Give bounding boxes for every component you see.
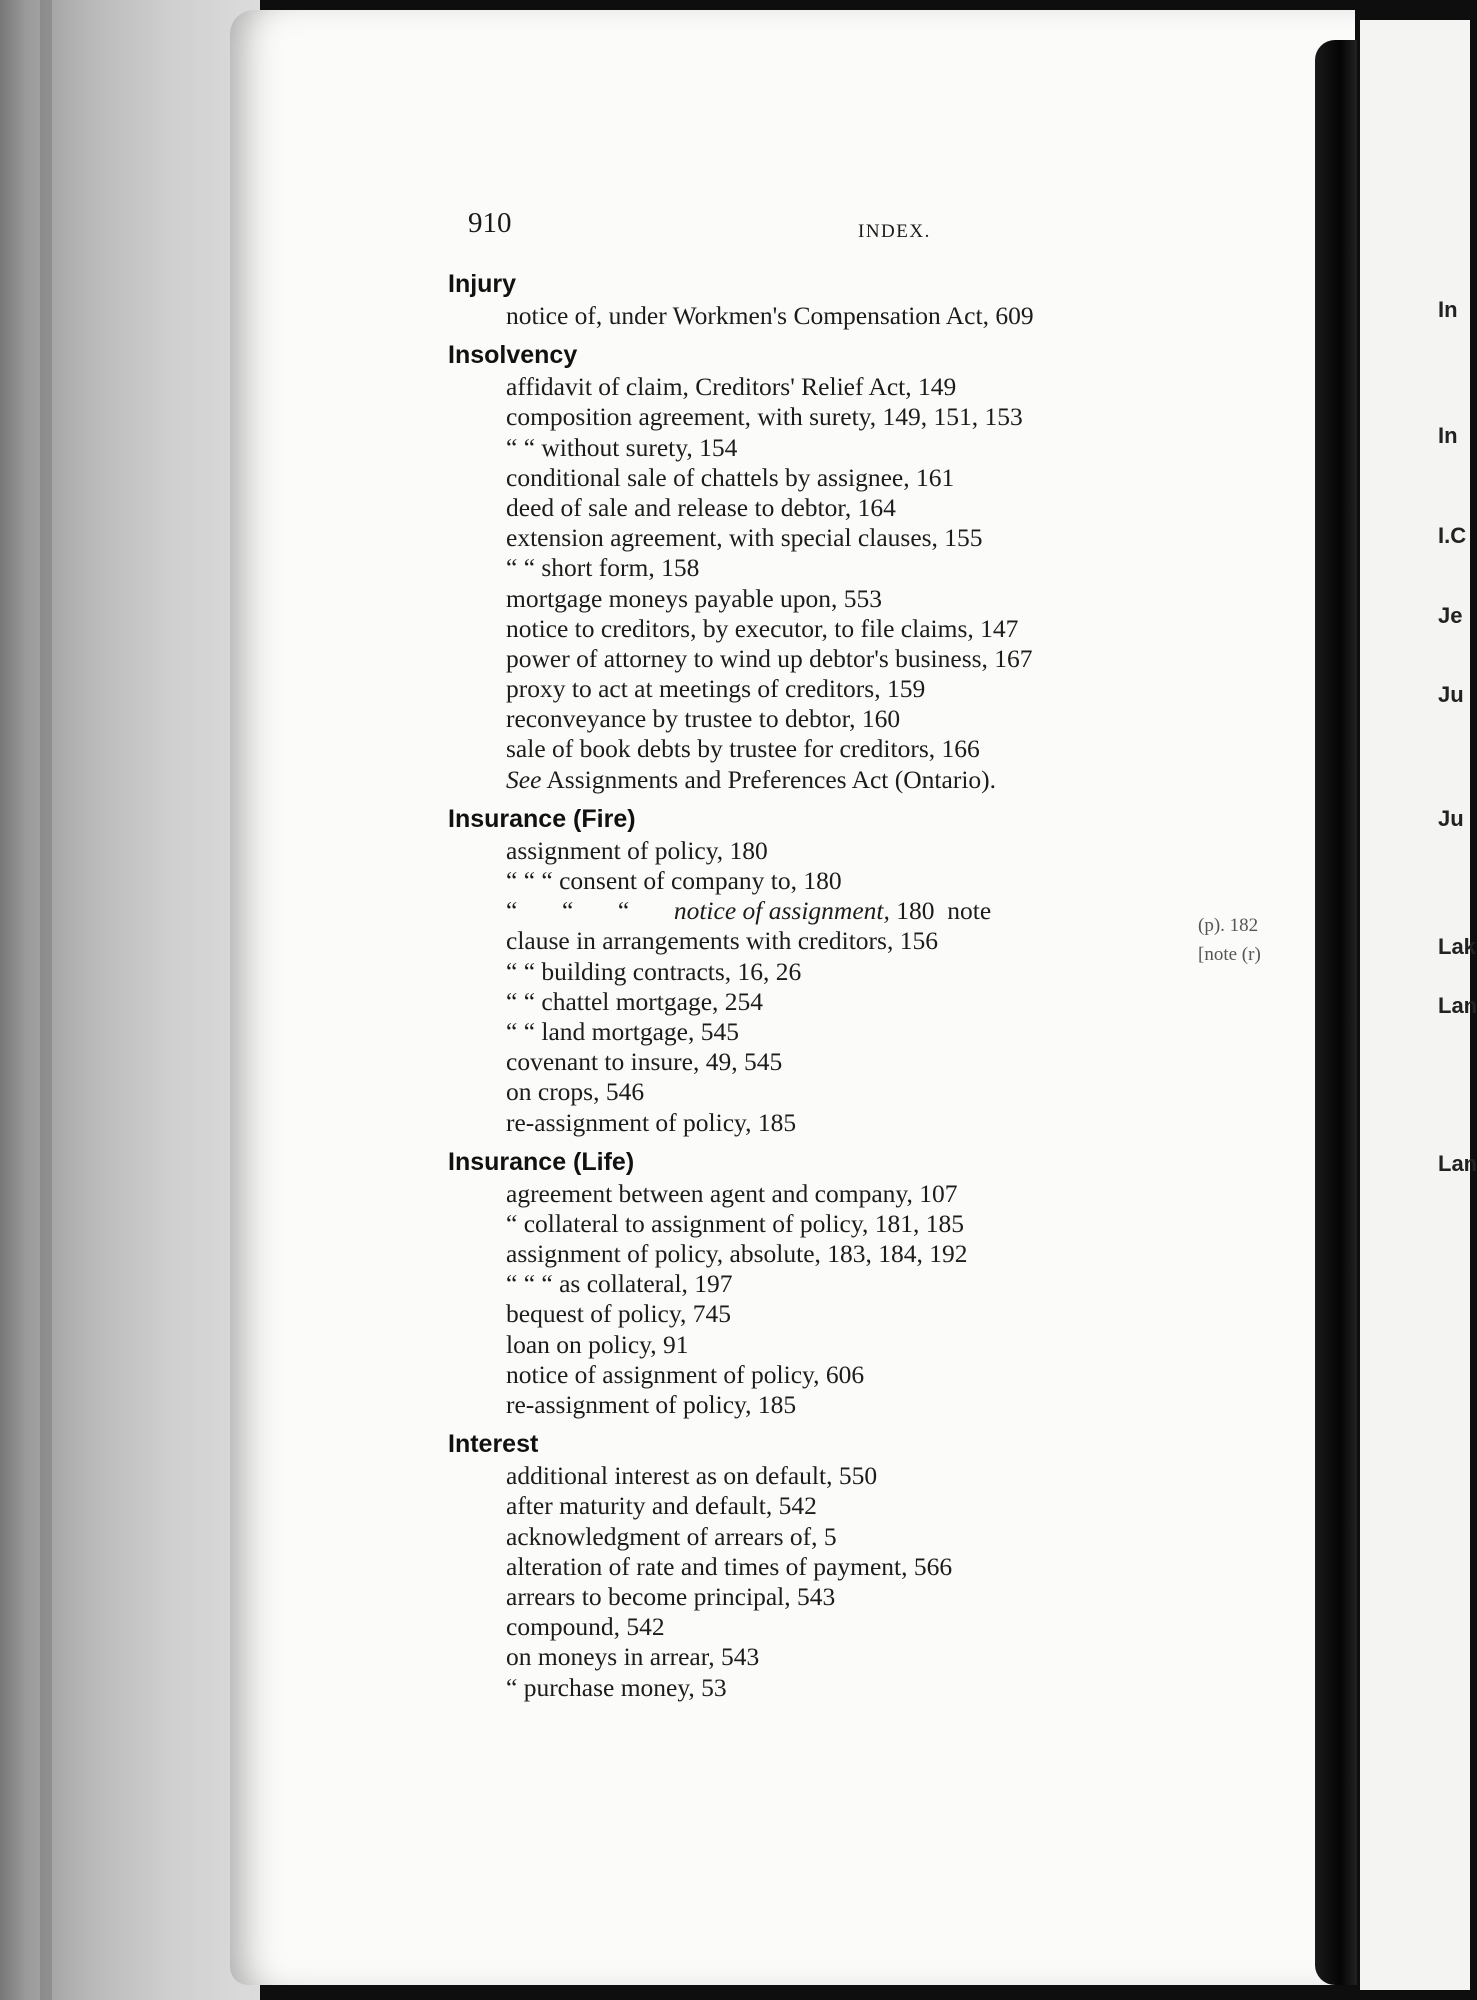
- sub-entry: notice of, under Workmen's Compensation Act, 609: [506, 301, 1034, 330]
- sub-entry: extension agreement, with special clauses, 155: [506, 523, 983, 553]
- adjacent-page-fragment: In: [1438, 423, 1458, 448]
- running-title: INDEX.: [858, 221, 931, 242]
- entry-heading: Insurance (Life): [448, 1147, 635, 1176]
- index-entry-interest: [448, 1428, 1348, 1703]
- margin-note: [note (r): [1198, 944, 1261, 965]
- page-header: [468, 207, 968, 247]
- adjacent-page-fragment: Ju: [1438, 806, 1464, 831]
- sub-entry: mortgage moneys payable upon, 553: [506, 583, 883, 613]
- sub-entry: composition agreement, with surety, 149, 151, 153: [506, 402, 1023, 432]
- sub-entry: “ “ short form, 158: [506, 553, 700, 583]
- sub-entry: “ “ land mortgage, 545: [506, 1016, 739, 1046]
- sub-entry: after maturity and default, 542: [506, 1491, 817, 1521]
- book-gutter: [0, 0, 260, 2000]
- entry-heading: Insurance (Fire): [448, 804, 636, 833]
- sub-entry: bequest of policy, 745: [506, 1299, 731, 1329]
- index-entries: [448, 268, 1348, 1703]
- sub-entry: “ collateral to assignment of policy, 181, 185: [506, 1208, 964, 1238]
- margin-note: (p). 182: [1198, 915, 1259, 936]
- sub-entry: affidavit of claim, Creditors' Relief Act, 149: [506, 372, 957, 402]
- sub-entry: “ “ without surety, 154: [506, 432, 738, 462]
- sub-entry: power of attorney to wind up debtor's business, 167: [506, 643, 1033, 673]
- sub-entry: alteration of rate and times of payment, 566: [506, 1551, 953, 1581]
- sub-entry: reconveyance by trustee to debtor, 160: [506, 704, 901, 734]
- entry-heading: Injury: [448, 270, 517, 298]
- sub-entry: additional interest as on default, 550: [506, 1461, 878, 1491]
- entry-heading: Interest: [448, 1430, 539, 1459]
- sub-entry: assignment of policy, 180: [506, 835, 768, 865]
- italic-text: notice of assignment,: [673, 896, 890, 926]
- sub-entry: covenant to insure, 49, 545: [506, 1047, 783, 1077]
- sub-entry: clause in arrangements with creditors, 156: [506, 926, 938, 956]
- gutter-shadow: [40, 0, 52, 2000]
- sub-entry: deed of sale and release to debtor, 164: [506, 492, 896, 522]
- sub-entry: sale of book debts by trustee for creditors, 166: [506, 734, 980, 764]
- adjacent-page-fragment: In: [1438, 297, 1458, 322]
- ditto-marks: “ “ “: [506, 896, 674, 926]
- sub-entry: assignment of policy, absolute, 183, 184, 192: [506, 1239, 968, 1269]
- page-number: 910: [468, 207, 512, 239]
- see-target: Assignments and Preferences Act (Ontario).: [541, 764, 997, 794]
- sub-entry: loan on policy, 91: [506, 1329, 689, 1359]
- index-entry-insurance-fire: [448, 803, 1348, 1138]
- index-entry-insolvency: [448, 339, 1348, 795]
- sub-entry: on moneys in arrear, 543: [506, 1642, 760, 1672]
- sub-entry: [448, 896, 1348, 926]
- sub-entry: “ purchase money, 53: [506, 1672, 727, 1702]
- sub-entry-suffix: 180 note: [889, 896, 992, 926]
- adjacent-page-fragment: Ju: [1438, 682, 1464, 707]
- see-also-entry: [448, 765, 1348, 795]
- see-label: See: [506, 764, 542, 794]
- sub-entry: acknowledgment of arrears of, 5: [506, 1521, 837, 1551]
- sub-entry: arrears to become principal, 543: [506, 1581, 836, 1611]
- sub-entry: notice of assignment of policy, 606: [506, 1359, 865, 1389]
- adjacent-page-fragment: I.C: [1438, 523, 1467, 548]
- sub-entry: “ “ “ as collateral, 197: [506, 1269, 733, 1299]
- index-entry-injury: [448, 268, 1348, 331]
- adjacent-page-fragment: Je: [1438, 603, 1463, 628]
- sub-entry: conditional sale of chattels by assignee, 161: [506, 462, 955, 492]
- sub-entry: on crops, 546: [506, 1077, 645, 1107]
- sub-entry: “ “ “ consent of company to, 180: [506, 866, 842, 895]
- sub-entry: agreement between agent and company, 107: [506, 1178, 958, 1208]
- adjacent-page-fragment: Lan: [1438, 1151, 1477, 1176]
- entry-heading: Insolvency: [448, 341, 578, 370]
- adjacent-page-fragment: Lak: [1438, 934, 1476, 959]
- sub-entry: “ “ chattel mortgage, 254: [506, 986, 764, 1016]
- adjacent-page: [1360, 20, 1477, 1990]
- sub-entry: proxy to act at meetings of creditors, 159: [506, 674, 926, 704]
- index-entry-insurance-life: [448, 1146, 1348, 1421]
- adjacent-page-fragment: Lan: [1438, 993, 1477, 1018]
- sub-entry: compound, 542: [506, 1612, 665, 1642]
- sub-entry: re-assignment of policy, 185: [506, 1390, 797, 1419]
- sub-entry: “ “ building contracts, 16, 26: [506, 956, 802, 986]
- sub-entry: re-assignment of policy, 185: [506, 1107, 797, 1137]
- sub-entry: notice to creditors, by executor, to file claims, 147: [506, 613, 1019, 643]
